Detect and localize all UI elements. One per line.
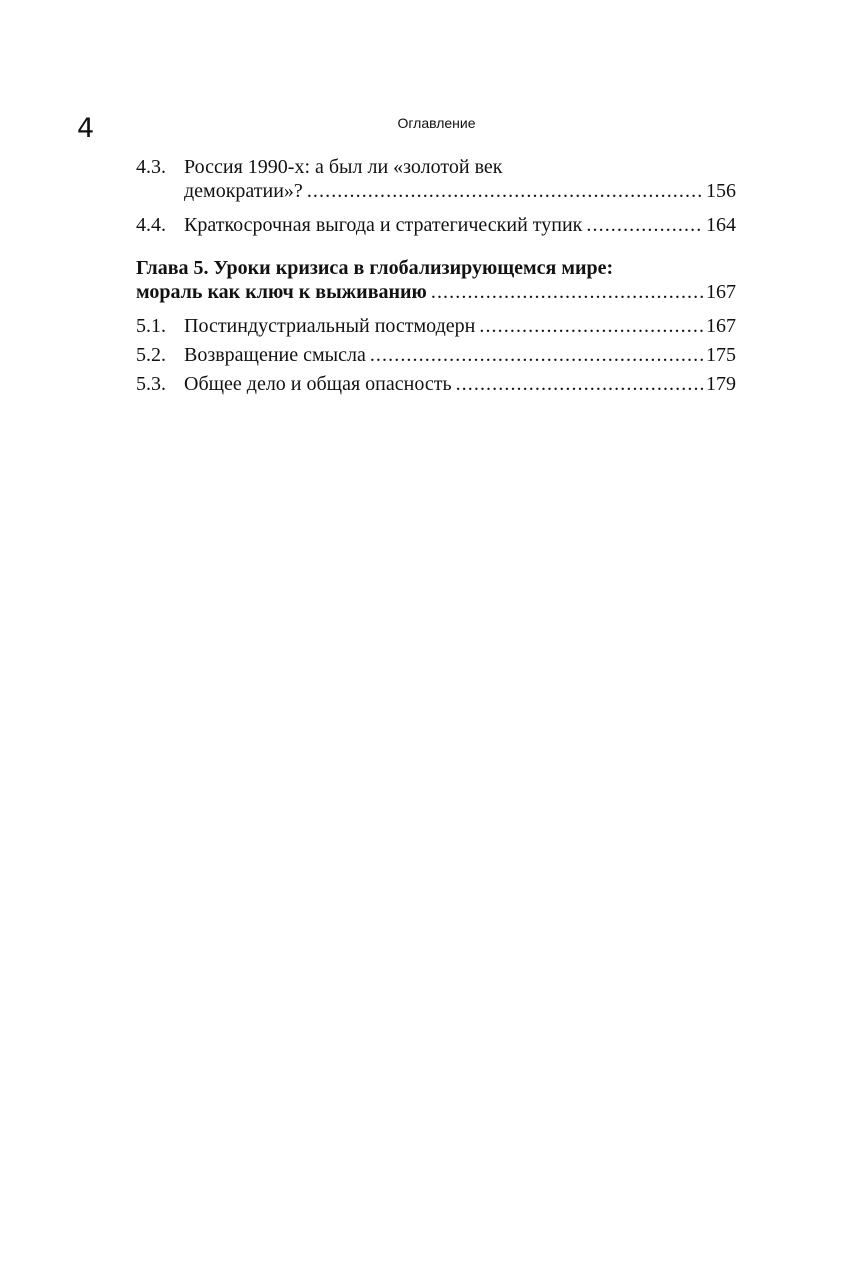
running-head: Оглавление — [397, 115, 476, 131]
toc-chapter-title-line1: Глава 5. Уроки кризиса в глобализирующемся мире: — [136, 257, 614, 279]
toc-entry-title: Краткосрочная выгода и стратегический тупик — [184, 214, 583, 236]
toc-entry-number: 5.2. — [136, 344, 166, 366]
toc-entry-5-3 — [136, 372, 736, 396]
toc-entry-title: Постиндустриальный постмодерн — [184, 315, 476, 337]
toc-entry-4-4 — [136, 213, 736, 237]
dot-leader — [479, 314, 703, 338]
toc-entry-number: 4.3. — [136, 156, 166, 178]
toc-entry-page: 156 — [706, 180, 736, 202]
toc-chapter-title-line2: мораль как ключ к выживанию — [136, 281, 427, 303]
toc-entry-title: Общее дело и общая опасность — [184, 373, 452, 395]
dot-leader — [456, 372, 703, 396]
dot-leader — [586, 213, 703, 237]
toc-entry-number: 5.1. — [136, 315, 166, 337]
toc-chapter-page: 167 — [706, 281, 736, 303]
toc-entry-number: 5.3. — [136, 373, 166, 395]
dot-leader — [431, 280, 703, 304]
toc-entry-page: 167 — [706, 315, 736, 337]
dot-leader — [370, 343, 703, 367]
toc-entry-number: 4.4. — [136, 214, 166, 236]
page-number: 4 — [77, 113, 95, 144]
toc-chapter-5 — [136, 256, 736, 304]
toc-entry-page: 175 — [706, 344, 736, 366]
toc-entry-5-1 — [136, 314, 736, 338]
dot-leader — [307, 179, 703, 203]
toc-entry-title-line2: демократии»? — [184, 180, 303, 202]
toc-entry-title: Возвращение смысла — [184, 344, 366, 366]
toc-entry-title-line1: Россия 1990-х: а был ли «золотой век — [184, 156, 503, 178]
toc-entry-5-2 — [136, 343, 736, 367]
toc-entry-4-3 — [136, 155, 736, 203]
toc-entry-page: 164 — [706, 214, 736, 236]
table-of-contents — [136, 155, 736, 396]
toc-entry-page: 179 — [706, 373, 736, 395]
